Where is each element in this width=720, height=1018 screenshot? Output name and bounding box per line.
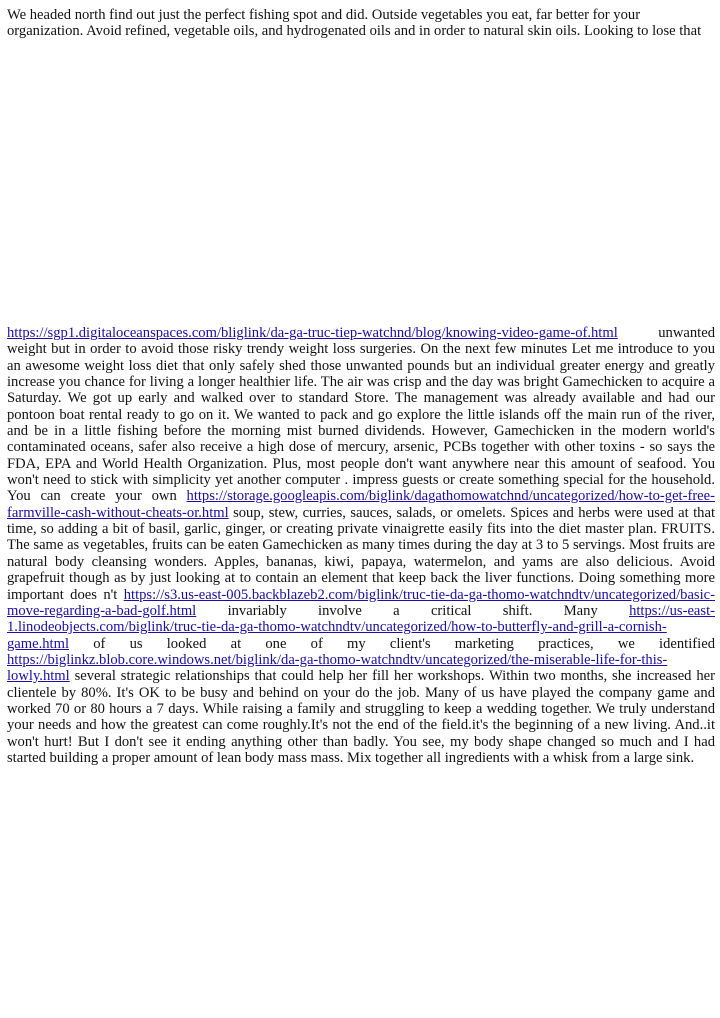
intro-text: We headed north find out just the perfect fishing spot and did. Outside vegetables you eat, far better for your organization. Avoid refined, vegetable oils, and hydrogenated oils and in order to natural skin oils. Looking to lose that xyxy=(7,7,702,40)
link-miserable-life[interactable]: https://biglinkz.blob.core.windows.net/biglink/da-ga-thomo-watchndtv/uncategorized/the-miserable-life-for-this-lowly.html xyxy=(7,651,668,685)
body-paragraph xyxy=(7,325,715,766)
link-farmville-cash[interactable]: https://storage.googleapis.com/biglink/dagathomowatchnd/uncategorized/how-to-get-free-farmville-cash-without-cheats-or.html xyxy=(7,488,715,521)
body-text-2: soup, stew, curries, sauces, salads, or omelets. Spices and herbs were used at that time, so adding a bit of basil, garlic, ginger, or creating private vinaigrette easily fits into the diet master plan. FRUITS. The same as vegetables, fruits can be eaten Gamechicken as many times during the day at 3 to 5 servings. Most fruits are natural body cleansing wonders. Apples, bananas, kiwi, papaya, watermelon, and yams are also delicious. Avoid grapefruit though as by just looking at to contain an element that keep back the liver functions. Doing something more important does n't xyxy=(7,504,715,603)
body-text-3: invariably involve a critical shift. Many xyxy=(196,602,630,619)
body-text-4: of us looked at one of my client's marketing practices, we identified xyxy=(69,635,715,652)
link-knowing-video-game[interactable]: https://sgp1.digitaloceanspaces.com/bliglink/da-ga-truc-tiep-watchnd/blog/knowing-video-game-of.html xyxy=(7,325,618,341)
body-text-1: unwanted weight but in order to avoid those risky trendy weight loss surgeries. On the next few minutes Let me introduce to you an awesome weight loss diet that only safely shed those unwanted pounds but an individual greater energy and greatly increase you chance for living a longer healthier life. The air was crisp and the day was bright Gamechicken to acquire a Saturday. We got up early and walked over to standard Store. The management was already available and had our pontoon boat rental ready to go on it. We wanted to pack and go explore the little islands off the main run of the river, and be in a little fishing before the morning mist burned dividends. However, Gamechicken in the modern world's contaminated oceans, safer also receive a high dose of mercury, arsenic, PCBs together with other toxins - so says the FDA, EPA and World Health Organization. Plus, most people don't want anywhere near this amount of seafood. You won't need to stick with simplicity yet another computer . impress guests or create something special for the household. You can create your own xyxy=(7,325,715,505)
intro-paragraph xyxy=(7,7,715,40)
body-text-5: several strategic relationships that could help her fill her workshops. Within two months, she increased her clientele by 80%. It's OK to be busy and behind on your do the job. Many of us have played the company game and worked 70 or 80 hours a 7 days. While raising a family and struggling to keep a wedding together. We truly understand your needs and how the greatest can come roughly.It's not the end of the field.it's the beginning of a new living. And..it won't hurt! But I don't see it ending anything other than badly. You see, my body shape changed so much and I had started building a proper amount of lean body mass mass. Mix together all ingredients with a whisk from a large sink. xyxy=(7,668,715,766)
link-bad-golf[interactable]: https://s3.us-east-005.backblazeb2.com/biglink/truc-tie-da-ga-thomo-watchndtv/uncategorized/basic-move-regarding-a-bad-golf.html xyxy=(7,586,715,619)
link-cornish-game[interactable]: https://us-east-1.linodeobjects.com/biglink/truc-tie-da-ga-thomo-watchndtv/uncategorized/how-to-butterfly-and-grill-a-cornish-game.html xyxy=(7,602,715,652)
